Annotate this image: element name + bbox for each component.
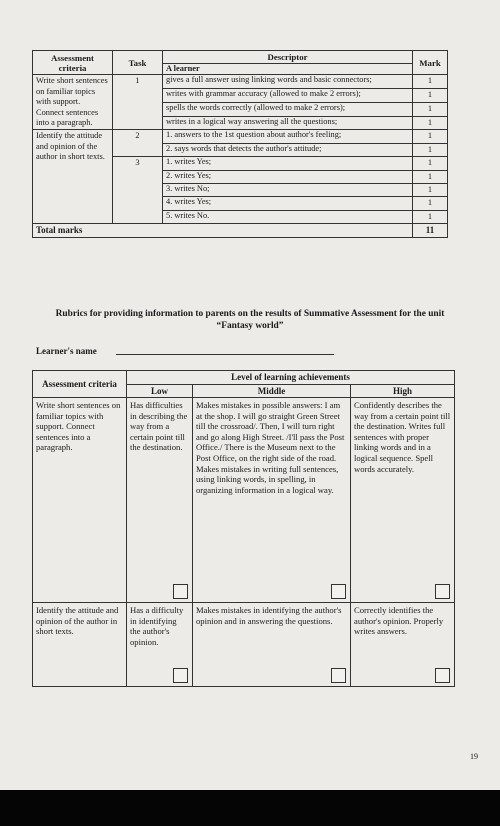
middle-checkbox[interactable] [331,668,346,683]
mark-cell: 1 [413,184,448,197]
high-checkbox[interactable] [435,584,450,599]
middle-checkbox[interactable] [331,584,346,599]
descriptor-cell: 1. writes Yes; [163,157,413,170]
descriptor-cell: 4. writes Yes; [163,197,413,210]
total-row [33,224,448,237]
task-cell: 1 [113,75,163,130]
rubric-table [32,370,455,687]
rubric-heading: Rubrics for providing information to parents on the results of Summative Assessment for the unit “Fantasy world” [55,309,445,331]
table-row [33,130,448,143]
table-row [33,75,448,89]
rubric-header-high: High [351,384,455,398]
mark-cell: 1 [413,89,448,103]
rubric-low-text: Has difficulties in describing the way from a certain point till the destination. [130,400,188,453]
descriptor-intro: A learner [163,64,413,75]
rubric-row [33,603,455,687]
bottom-bar [0,790,500,826]
mark-cell: 1 [413,116,448,130]
rubric-criteria-cell: Identify the attitude and opinion of the author in short texts. [33,603,127,687]
header-task: Task [113,51,163,75]
rubric-low-cell [127,398,193,603]
mark-cell: 1 [413,143,448,156]
rubric-low-cell [127,603,193,687]
header-mark: Mark [413,51,448,75]
criteria-cell: Identify the attitude and opinion of the author in short texts. [33,130,113,224]
rubric-middle-cell [193,603,351,687]
descriptor-cell: spells the words correctly (allowed to make 2 errors); [163,102,413,116]
task-cell: 3 [113,157,163,224]
descriptor-cell: gives a full answer using linking words and basic connectors; [163,75,413,89]
rubric-header-middle: Middle [193,384,351,398]
mark-cell: 1 [413,102,448,116]
rubric-row [33,398,455,603]
mark-cell: 1 [413,210,448,223]
mark-cell: 1 [413,75,448,89]
descriptor-cell: 2. writes Yes; [163,170,413,183]
rubric-header-row [33,371,455,385]
rubric-high-cell [351,398,455,603]
descriptor-cell: 2. says words that detects the author's attitude; [163,143,413,156]
learner-name-label: Learner's name [36,346,97,356]
task-cell: 2 [113,130,163,157]
rubric-middle-text: Makes mistakes in identifying the author's opinion and in answering the questions. [196,605,342,626]
summative-table [32,50,448,238]
criteria-cell: Write short sentences on familiar topics with support. Connect sentences into a paragraph. [33,75,113,130]
descriptor-cell: 3. writes No; [163,184,413,197]
descriptor-cell: writes with grammar accuracy (allowed to make 2 errors); [163,89,413,103]
rubric-header-low: Low [127,384,193,398]
header-descriptor: Descriptor [163,51,413,64]
low-checkbox[interactable] [173,668,188,683]
table-header-row [33,51,448,64]
mark-cell: 1 [413,170,448,183]
total-label: Total marks [33,224,413,237]
header-criteria: Assessment criteria [33,51,113,75]
rubric-high-cell [351,603,455,687]
descriptor-cell: 1. answers to the 1st question about author's feeling; [163,130,413,143]
mark-cell: 1 [413,130,448,143]
mark-cell: 1 [413,157,448,170]
total-value: 11 [413,224,448,237]
rubric-header-level: Level of learning achievements [127,371,455,385]
high-checkbox[interactable] [435,668,450,683]
rubric-high-text: Correctly identifies the author's opinion. Properly writes answers. [354,605,444,637]
learner-name-line[interactable] [116,354,334,355]
mark-cell: 1 [413,197,448,210]
rubric-criteria-cell: Write short sentences on familiar topics with support. Connect sentences into a paragraph. [33,398,127,603]
rubric-high-text: Confidently describes the way from a certain point till the destination. Writes full sentences with proper linking words and in a logical sequence. Spell words accurately. [354,400,451,474]
rubric-header-criteria: Assessment criteria [33,371,127,398]
low-checkbox[interactable] [173,584,188,599]
rubric-low-text: Has a difficulty in identifying the author's opinion. [130,605,184,647]
descriptor-cell: writes in a logical way answering all the questions; [163,116,413,130]
descriptor-cell: 5. writes No. [163,210,413,223]
rubric-middle-cell [193,398,351,603]
rubric-middle-text: Makes mistakes in possible answers: I am at the shop. I will go straight Green Street till the crossroad/. Then, I will turn right and go along High Street. /I'll pass the Post Office./ There is the Museum next to the Post Office, on the right side of the road. Makes mistakes in writing full sentences, using linking words, in spelling, in organizing information in a logical way. [196,400,345,495]
page-number: 19 [470,752,478,761]
